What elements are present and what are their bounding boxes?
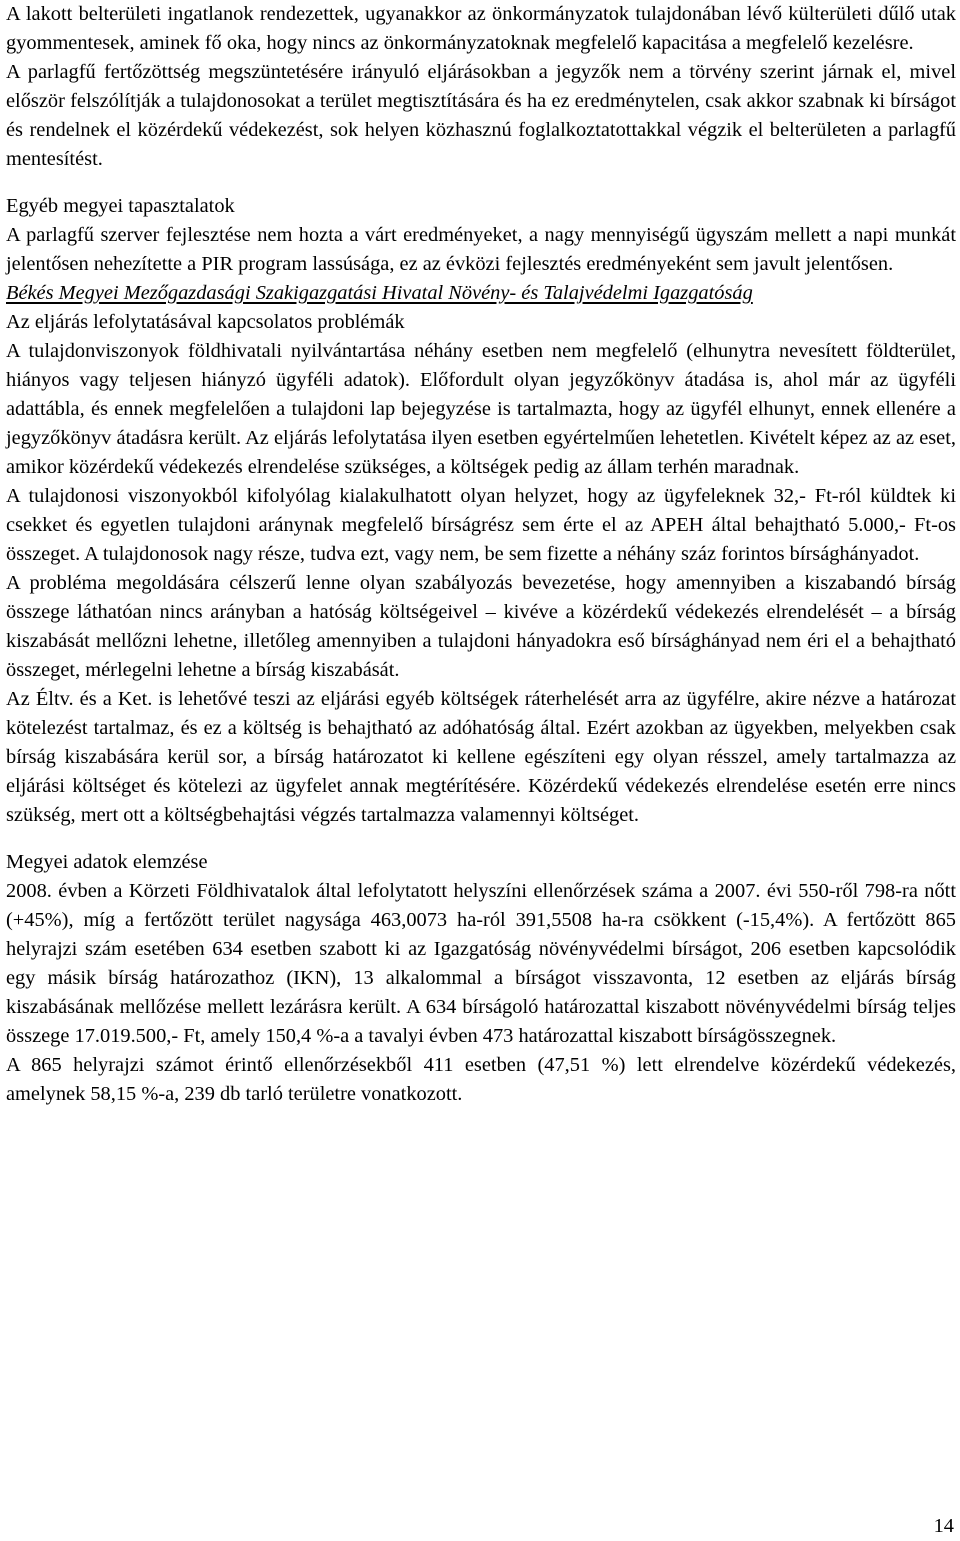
paragraph-8: 2008. évben a Körzeti Földhivatalok által lefolytatott helyszíni ellenőrzések száma a 2007. évi 550-ről 798-ra nőtt (+45%), míg a fertőzött terület nagysága 463,0073 ha-ról 391,5508 ha-ra csökkent (-15,4%). A fertőzött 865 helyrajzi szám esetében 634 esetben szabott ki az Igazgatóság növényvédelmi bírságot, 206 esetben kapcsolódik egy másik bírság határozathoz (IKN), 13 alkalommal a bírságot visszavonta, 12 esetben az eljárás bírság kiszabásának mellőzése mellett lezárásra került. A 634 bírságoló határozattal kiszabott növényvédelmi bírság teljes összege 17.019.500,- Ft, amely 150,4 %-a a tavalyi évben 473 határozattal kiszabott bírságösszegnek. [6, 880, 956, 1047]
subheading-egyeb-megyei-tapasztalatok: Egyéb megyei tapasztalatok [6, 195, 235, 217]
page-number: 14 [933, 1515, 954, 1537]
section-heading-bekes: Békés Megyei Mezőgazdasági Szakigazgatási Hivatal Növény- és Talajvédelmi Igazgatóság [6, 282, 753, 304]
paragraph-7: Az Éltv. és a Ket. is lehetővé teszi az eljárási egyéb költségek ráterhelését arra az ügyfélre, akire nézve a határozat kötelezést tartalmaz, és ez a költség is behajtható az adóhatóság által. Ezért azokban az ügyekben, melyekben csak bírság kiszabására kerül sor, a bírság határozatot ki kellene egészíteni egy olyan résszel, amely tartalmazza az eljárási költséget és kötelezi az ügyfelet annak megtérítésére. Közérdekű védekezés elrendelése esetén erre nincs szükség, mert ott a költségbehajtási végzés tartalmazza valamennyi költséget. [6, 688, 956, 826]
paragraph-1: A lakott belterületi ingatlanok rendezettek, ugyanakkor az önkormányzatok tulajdonában lévő külterületi dűlő utak gyommentesek, aminek fő oka, hogy nincs az önkormányzatoknak megfelelő kapacitása a megfelelő kezelésre. [6, 3, 956, 54]
paragraph-2: A parlagfű fertőzöttség megszüntetésére irányuló eljárásokban a jegyzők nem a törvény szerint járnak el, mivel először felszólítják a tulajdonosokat a terület megtisztítására és ha ez eredménytelen, csak akkor szabnak ki bírságot és rendelnek el közérdekű védekezést, sok helyen közhasznú foglalkoztatottakkal végzik el belterületen a parlagfű mentesítést. [6, 61, 956, 170]
subheading-megyei-adatok: Megyei adatok elemzése [6, 851, 208, 873]
document-page [6, 0, 956, 1109]
paragraph-5: A tulajdonosi viszonyokból kifolyólag kialakulhatott olyan helyzet, hogy az ügyfeleknek 32,- Ft-ról küldtek ki csekket és egyetlen tulajdoni aránynak megfelelő bírságrész sem érte el az APEH által behajtható 5.000,- Ft-os összeget. A tulajdonosok nagy része, tudva ezt, vagy nem, be sem fizette a néhány száz forintos bírsághányadot. [6, 485, 956, 565]
paragraph-9: A 865 helyrajzi számot érintő ellenőrzésekből 411 esetben (47,51 %) lett elrendelve közérdekű védekezés, amelynek 58,15 %-a, 239 db tarló területre vonatkozott. [6, 1054, 956, 1105]
paragraph-6: A probléma megoldására célszerű lenne olyan szabályozás bevezetése, hogy amennyiben a kiszabandó bírság összege láthatóan nincs arányban a hatóság költségeivel – kivéve a közérdekű védekezés elrendelését – a bírság kiszabását mellőzni lehetne, illetőleg amennyiben a tulajdoni hányadokra eső bírsághányad nem éri el a behajtható összeget, mérlegelni lehetne a bírság kiszabását. [6, 572, 956, 681]
paragraph-4: A tulajdonviszonyok földhivatali nyilvántartása néhány esetben nem megfelelő (elhunytra nevesített földterület, hiányos vagy teljesen hiányzó ügyféli adatok). Előfordult olyan jegyzőkönyv átadása is, ahol már az ügyféli adattábla, és ennek megfelelően a tulajdoni lap bejegyzése is tartalmazta, hogy az ügyfél elhunyt, ennek ellenére a jegyzőkönyv átadásra került. Az eljárás lefolytatása ilyen esetben egyértelműen lehetetlen. Kivételt képez az az eset, amikor közérdekű védekezés elrendelése szükséges, a költségek pedig az állam terhén maradnak. [6, 340, 956, 478]
paragraph-3: A parlagfű szerver fejlesztése nem hozta a várt eredményeket, a nagy mennyiségű ügyszám mellett a napi munkát jelentősen nehezítette a PIR program lassúsága, ez az évközi fejlesztés eredményeként sem javult jelentősen. [6, 224, 956, 275]
subheading-eljaras-problemak: Az eljárás lefolytatásával kapcsolatos problémák [6, 311, 405, 333]
